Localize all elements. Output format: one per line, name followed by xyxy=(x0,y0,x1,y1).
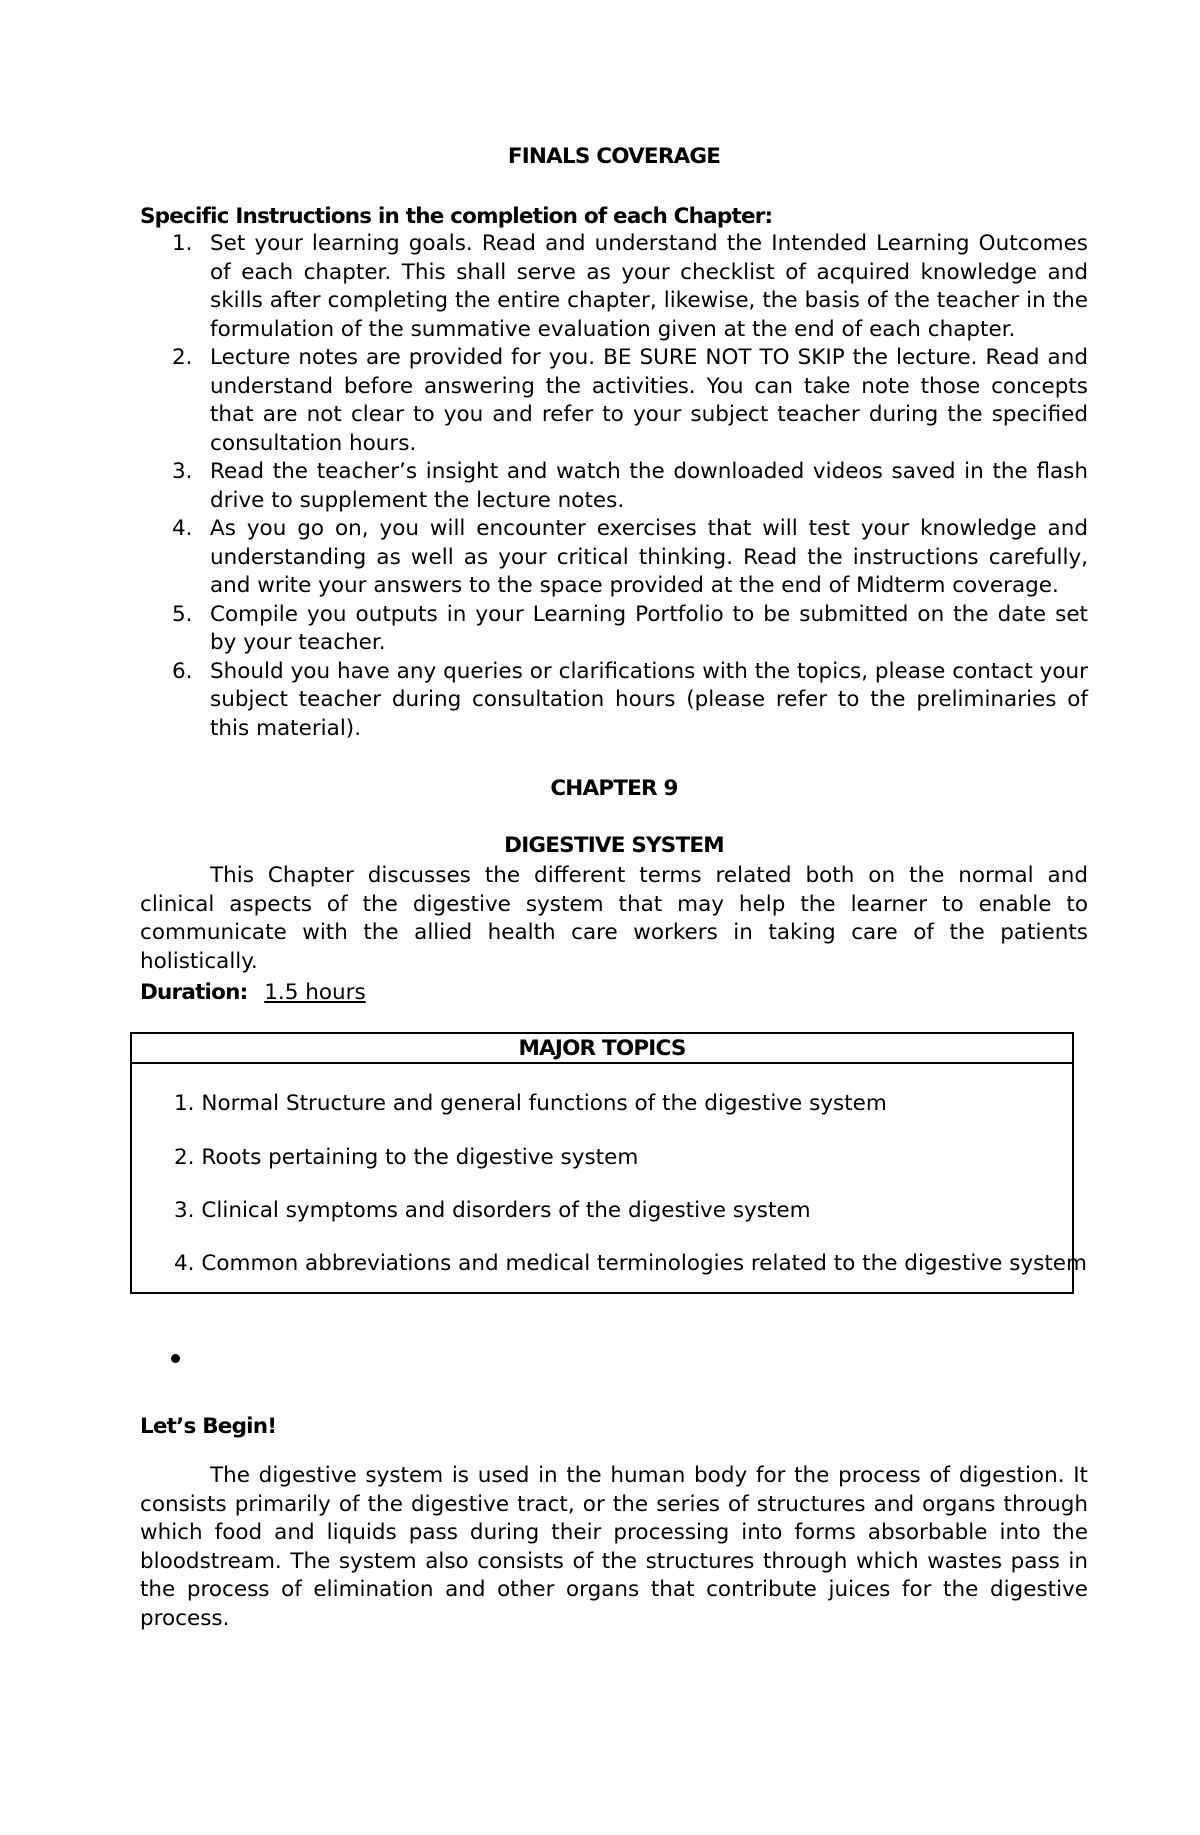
intro-paragraph: The digestive system is used in the human body for the process of digestion. It consists primarily of the digestive tract, or the series of structures and organs through which food and liquids pass during their processing into forms absorbable into the bloodstream. The system also consists of the structures through which wastes pass in the process of elimination and other organs that contribute juices for the digestive process. xyxy=(140,1463,1088,1631)
topic-text: Common abbreviations and medical terminologies related to the digestive system xyxy=(201,1251,1087,1276)
topic-item xyxy=(174,1144,1094,1173)
topic-text: Clinical symptoms and disorders of the digestive system xyxy=(201,1198,811,1223)
major-topics-box xyxy=(130,1032,1087,1294)
instructions-list xyxy=(140,230,1088,743)
instruction-number: 6. xyxy=(172,658,193,684)
instruction-number: 2. xyxy=(172,345,193,370)
topic-item xyxy=(174,1090,1094,1119)
instruction-item xyxy=(140,601,1088,658)
topic-item xyxy=(174,1197,1094,1226)
bullet-icon xyxy=(171,1354,180,1363)
instruction-item xyxy=(140,515,1088,601)
topic-number: 2. xyxy=(174,1145,195,1170)
topic-number: 4. xyxy=(174,1251,195,1276)
duration-value: 1.5 hours xyxy=(264,980,366,1005)
instruction-text: Compile you outputs in your Learning Portfolio to be submitted on the date set by your teacher. xyxy=(210,601,1088,655)
instructions-heading: Specific Instructions in the completion of each Chapter: xyxy=(140,204,773,229)
instruction-item xyxy=(140,230,1088,344)
chapter-description: This Chapter discusses the different terms related both on the normal and clinical aspects of the digestive system that may help the learner to enable to communicate with the allied health care workers in taking care of the patients holistically. xyxy=(140,863,1088,974)
instruction-number: 1. xyxy=(172,231,193,256)
topic-text: Roots pertaining to the digestive system xyxy=(201,1145,639,1170)
instruction-text: Set your learning goals. Read and understand the Intended Learning Outcomes of each chapter. This shall serve as your checklist of acquired knowledge and skills after completing the entire chapter, likewise, the basis of the teacher in the formulation of the summative evaluation given at the end of each chapter. xyxy=(210,231,1088,342)
duration-label: Duration: xyxy=(140,980,248,1005)
topic-item xyxy=(174,1250,1094,1279)
instruction-number: 3. xyxy=(172,459,193,484)
topic-number: 3. xyxy=(174,1198,195,1223)
instruction-number: 5. xyxy=(172,601,193,627)
topic-text: Normal Structure and general functions of the digestive system xyxy=(201,1091,887,1116)
lets-begin-heading: Let’s Begin! xyxy=(140,1414,277,1439)
instruction-text: As you go on, you will encounter exercises that will test your knowledge and understanding as well as your critical thinking. Read the instructions carefully, and write your answers to the space provided at the end of Midterm coverage. xyxy=(210,516,1088,598)
instruction-text: Lecture notes are provided for you. BE SURE NOT TO SKIP the lecture. Read and understand before answering the activities. You can take note those concepts that are not clear to you and refer to your subject teacher during the specified consultation hours. xyxy=(210,345,1088,456)
instruction-text: Read the teacher’s insight and watch the downloaded videos saved in the flash drive to supplement the lecture notes. xyxy=(210,459,1088,513)
major-topics-heading: MAJOR TOPICS xyxy=(132,1034,1072,1064)
instruction-number: 4. xyxy=(172,516,193,541)
topic-number: 1. xyxy=(174,1091,195,1116)
instruction-item xyxy=(140,344,1088,458)
instruction-item xyxy=(140,658,1088,744)
instruction-item xyxy=(140,458,1088,515)
page-title: FINALS COVERAGE xyxy=(507,144,721,169)
chapter-title: DIGESTIVE SYSTEM xyxy=(504,833,724,858)
instruction-text: Should you have any queries or clarifications with the topics, please contact your subject teacher during consultation hours (please refer to the preliminaries of this material). xyxy=(210,658,1088,741)
duration-line xyxy=(140,979,366,1008)
chapter-number: CHAPTER 9 xyxy=(550,776,678,801)
